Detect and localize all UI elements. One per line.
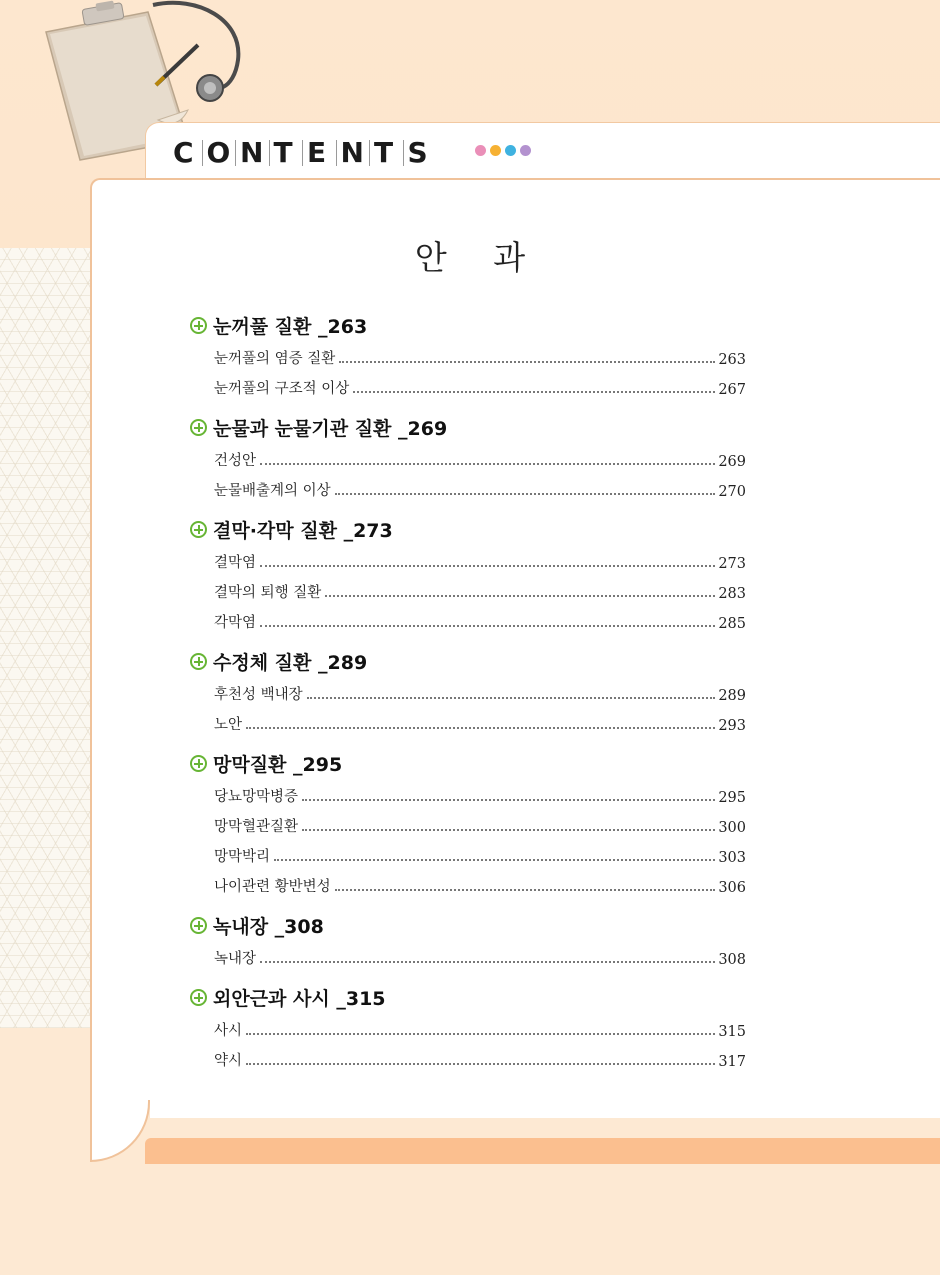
plus-circle-icon xyxy=(190,317,207,334)
toc-entry-page: 308 xyxy=(718,952,746,968)
toc-section-heading[interactable]: 외안근과 사시 _315 xyxy=(190,982,386,1012)
plus-circle-icon xyxy=(190,917,207,934)
contents-heading: C O N T E N T S xyxy=(173,135,428,169)
toc-entry-page: 315 xyxy=(718,1024,746,1040)
dot-leader xyxy=(325,594,715,597)
toc-entry[interactable] xyxy=(214,874,746,896)
toc-entry-title: 결막염 xyxy=(214,555,257,571)
toc-entry[interactable] xyxy=(214,946,746,968)
toc-entry[interactable] xyxy=(214,376,746,398)
toc-entry-page: 263 xyxy=(718,352,746,368)
toc-entry-page: 300 xyxy=(718,820,746,836)
toc-entry-title: 망막박리 xyxy=(214,849,271,865)
toc-entry-page: 303 xyxy=(718,850,746,866)
toc-entry[interactable] xyxy=(214,550,746,572)
toc-entry-page: 269 xyxy=(718,454,746,470)
toc-entry-page: 289 xyxy=(718,688,746,704)
dot-leader xyxy=(307,696,716,699)
toc-entry-title: 망막혈관질환 xyxy=(214,819,299,835)
toc-entry[interactable] xyxy=(214,844,746,866)
toc-entry-title: 눈꺼풀의 염증 질환 xyxy=(214,351,336,367)
dot-leader xyxy=(260,624,715,627)
toc-entry-page: 293 xyxy=(718,718,746,734)
toc-section-heading[interactable]: 녹내장 _308 xyxy=(190,910,324,940)
dot-purple xyxy=(520,145,531,156)
dot-yellow xyxy=(490,145,501,156)
dot-leader xyxy=(260,960,715,963)
dot-pink xyxy=(475,145,486,156)
toc-entry-page: 270 xyxy=(718,484,746,500)
toc-entry-page: 306 xyxy=(718,880,746,896)
toc-entry-page: 283 xyxy=(718,586,746,602)
dot-leader xyxy=(335,492,716,495)
plus-circle-icon xyxy=(190,419,207,436)
dot-leader xyxy=(260,564,715,567)
decorative-dots xyxy=(475,145,531,156)
dot-leader xyxy=(274,858,715,861)
toc-section-heading[interactable]: 눈꺼풀 질환 _263 xyxy=(190,310,367,340)
toc-entry-page: 273 xyxy=(718,556,746,572)
dot-leader xyxy=(246,1062,715,1065)
toc-entry[interactable] xyxy=(214,580,746,602)
toc-entry[interactable] xyxy=(214,448,746,470)
toc-entry[interactable] xyxy=(214,610,746,632)
dot-leader xyxy=(302,828,715,831)
toc-entry-title: 건성안 xyxy=(214,453,257,469)
toc-entry-title: 결막의 퇴행 질환 xyxy=(214,585,322,601)
toc-entry[interactable] xyxy=(214,784,746,806)
dot-leader xyxy=(260,462,715,465)
toc-entry-page: 267 xyxy=(718,382,746,398)
toc-entry[interactable] xyxy=(214,1018,746,1040)
dot-leader xyxy=(335,888,716,891)
toc-entry-title: 나이관련 황반변성 xyxy=(214,879,331,895)
dot-leader xyxy=(246,726,715,729)
toc-entry-page: 317 xyxy=(718,1054,746,1070)
toc-entry-title: 사시 xyxy=(214,1023,243,1039)
toc-section-heading[interactable]: 결막·각막 질환 _273 xyxy=(190,514,393,544)
dot-leader xyxy=(246,1032,715,1035)
toc-entry[interactable] xyxy=(214,346,746,368)
toc-entry-page: 285 xyxy=(718,616,746,632)
dot-leader xyxy=(353,390,715,393)
toc-entry-title: 녹내장 xyxy=(214,951,257,967)
dot-leader xyxy=(302,798,715,801)
toc-entry-title: 후천성 백내장 xyxy=(214,687,303,703)
toc-entry-page: 295 xyxy=(718,790,746,806)
plus-circle-icon xyxy=(190,653,207,670)
toc-entry[interactable] xyxy=(214,712,746,734)
side-pattern xyxy=(0,248,95,1028)
plus-circle-icon xyxy=(190,989,207,1006)
page-title: 안 과 xyxy=(414,238,544,277)
toc-entry-title: 눈물배출계의 이상 xyxy=(214,483,331,499)
plus-circle-icon xyxy=(190,521,207,538)
toc-entry[interactable] xyxy=(214,682,746,704)
dot-blue xyxy=(505,145,516,156)
toc-entry-title: 당뇨망막병증 xyxy=(214,789,299,805)
dot-leader xyxy=(339,360,715,363)
toc-entry-title: 눈꺼풀의 구조적 이상 xyxy=(214,381,350,397)
toc-section-heading[interactable]: 수정체 질환 _289 xyxy=(190,646,367,676)
toc-section-heading[interactable]: 망막질환 _295 xyxy=(190,748,342,778)
plus-circle-icon xyxy=(190,755,207,772)
toc-entry[interactable] xyxy=(214,814,746,836)
toc-entry-title: 각막염 xyxy=(214,615,257,631)
footer-bar xyxy=(145,1138,940,1164)
toc-entry[interactable] xyxy=(214,1048,746,1070)
toc-entry-title: 노안 xyxy=(214,717,243,733)
toc-section-heading[interactable]: 눈물과 눈물기관 질환 _269 xyxy=(190,412,447,442)
toc-entry-title: 약시 xyxy=(214,1053,243,1069)
toc-entry[interactable] xyxy=(214,478,746,500)
